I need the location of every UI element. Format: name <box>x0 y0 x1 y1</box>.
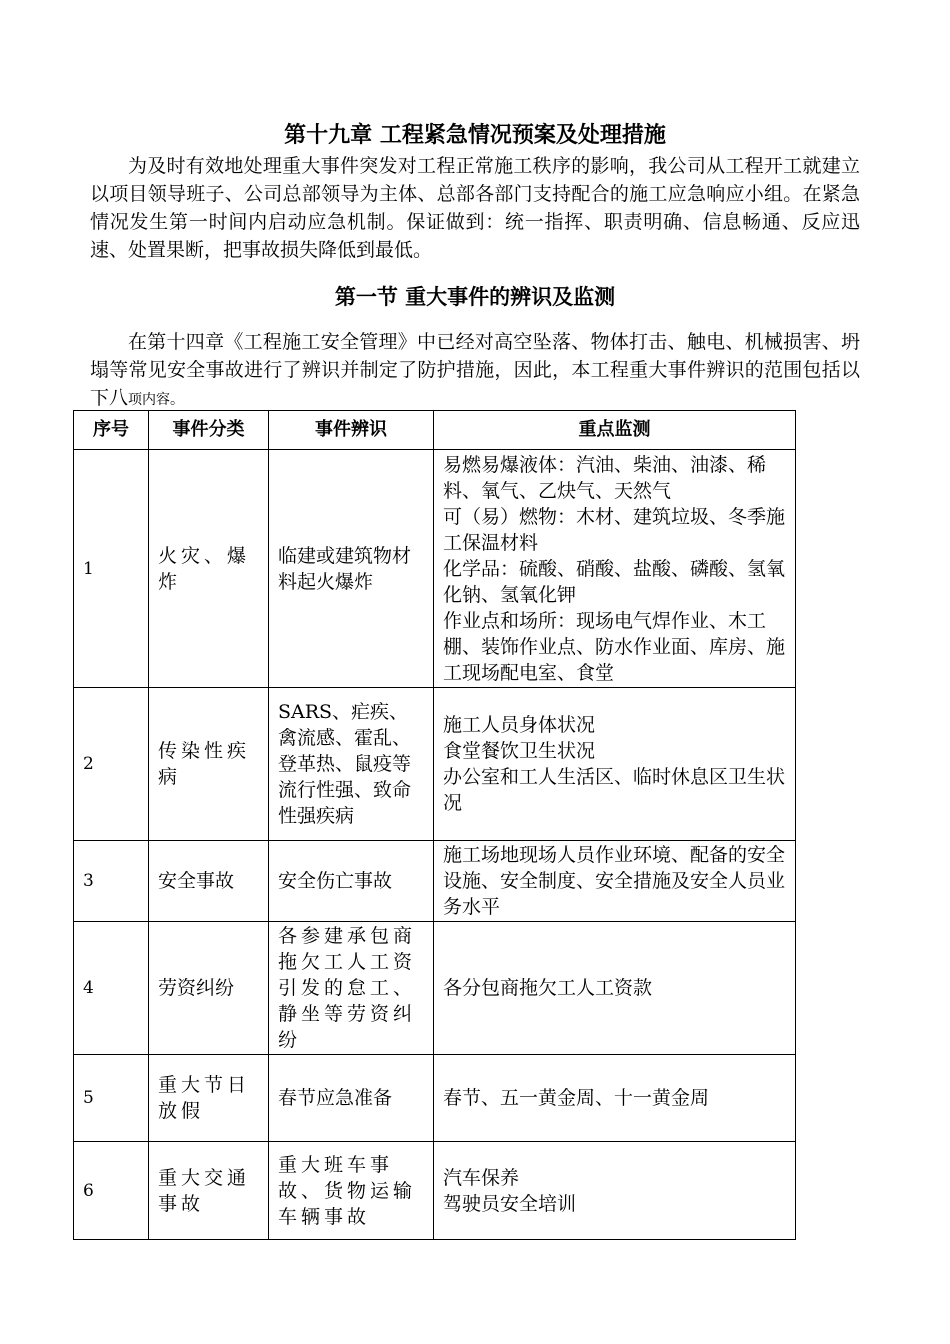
row-no: 2 <box>74 688 149 841</box>
monitoring-item: 施工场地现场人员作业环境、配备的安全设施、安全制度、安全措施及安全人员业务水平 <box>443 844 786 918</box>
table-row <box>74 841 796 922</box>
monitoring-item: 各分包商拖欠工人工资款 <box>443 977 653 999</box>
row-category: 重大节日放假 <box>149 1055 269 1142</box>
monitoring-item: 春节、五一黄金周、十一黄金周 <box>443 1087 710 1109</box>
table-row <box>74 922 796 1055</box>
section-intro-tail: 项内容。 <box>128 392 185 408</box>
header-no: 序号 <box>74 411 149 450</box>
row-category: 传染性疾病 <box>149 688 269 841</box>
header-monitoring: 重点监测 <box>434 411 796 450</box>
row-no: 3 <box>74 841 149 922</box>
row-identification: 临建或建筑物材料起火爆炸 <box>269 450 434 688</box>
section-intro-paragraph <box>90 328 860 414</box>
row-no: 1 <box>74 450 149 688</box>
section-intro-text: 在第十四章《工程施工安全管理》中已经对高空坠落、物体打击、触电、机械损害、坍塌等常见安全事故进行了辨识并制定了防护措施，因此，本工程重大事件辨识的范围包括以下八 <box>90 331 860 409</box>
row-category: 劳资纠纷 <box>149 922 269 1055</box>
row-monitoring <box>434 922 796 1055</box>
row-monitoring <box>434 688 796 841</box>
row-monitoring <box>434 1055 796 1142</box>
row-category: 安全事故 <box>149 841 269 922</box>
row-category: 火灾、爆炸 <box>149 450 269 688</box>
row-identification: SARS、疟疾、禽流感、霍乱、登革热、鼠疫等流行性强、致命性强疾病 <box>269 688 434 841</box>
row-category: 重大交通事故 <box>149 1142 269 1240</box>
table-row <box>74 450 796 688</box>
monitoring-item: 化学品：硫酸、硝酸、盐酸、磷酸、氢氧化钠、氢氧化钾 <box>443 557 786 606</box>
row-no: 4 <box>74 922 149 1055</box>
row-identification: 春节应急准备 <box>269 1055 434 1142</box>
table-row <box>74 1055 796 1142</box>
header-category: 事件分类 <box>149 411 269 450</box>
section-title: 第一节 重大事件的辨识及监测 <box>334 285 616 309</box>
row-no: 5 <box>74 1055 149 1142</box>
monitoring-item: 汽车保养 <box>443 1166 520 1189</box>
row-identification: 各参建承包商拖欠工人工资引发的怠工、静坐等劳资纠纷 <box>269 922 434 1055</box>
header-identification: 事件辨识 <box>269 411 434 450</box>
chapter-title: 第十九章 工程紧急情况预案及处理措施 <box>284 123 666 148</box>
row-monitoring <box>434 841 796 922</box>
row-monitoring <box>434 1142 796 1240</box>
row-identification: 重大班车事故、货物运输车辆事故 <box>269 1142 434 1240</box>
monitoring-item: 作业点和场所：现场电气焊作业、木工棚、装饰作业点、防水作业面、库房、施工现场配电室、食堂 <box>443 609 786 684</box>
row-monitoring <box>434 450 796 688</box>
row-identification: 安全伤亡事故 <box>269 841 434 922</box>
table-header-row <box>74 411 796 450</box>
table-row <box>74 1142 796 1240</box>
monitoring-item: 食堂餐饮卫生状况 <box>443 740 596 762</box>
row-no: 6 <box>74 1142 149 1240</box>
event-table <box>73 410 796 1240</box>
monitoring-item: 可（易）燃物：木材、建筑垃圾、冬季施工保温材料 <box>443 505 786 554</box>
table-row <box>74 688 796 841</box>
intro-paragraph: 为及时有效地处理重大事件突发对工程正常施工秩序的影响，我公司从工程开工就建立以项目领导班子、公司总部领导为主体、总部各部门支持配合的施工应急响应小组。在紧急情况发生第一时间内启动应急机制。保证做到：统一指挥、职责明确、信息畅通、反应迅速、处置果断，把事故损失降低到最低。 <box>90 155 860 261</box>
monitoring-item: 办公室和工人生活区、临时休息区卫生状况 <box>443 766 786 814</box>
monitoring-item: 易燃易爆液体：汽油、柴油、油漆、稀料、氧气、乙炔气、天然气 <box>443 453 767 502</box>
monitoring-item: 驾驶员安全培训 <box>443 1192 577 1215</box>
monitoring-item: 施工人员身体状况 <box>443 714 596 736</box>
